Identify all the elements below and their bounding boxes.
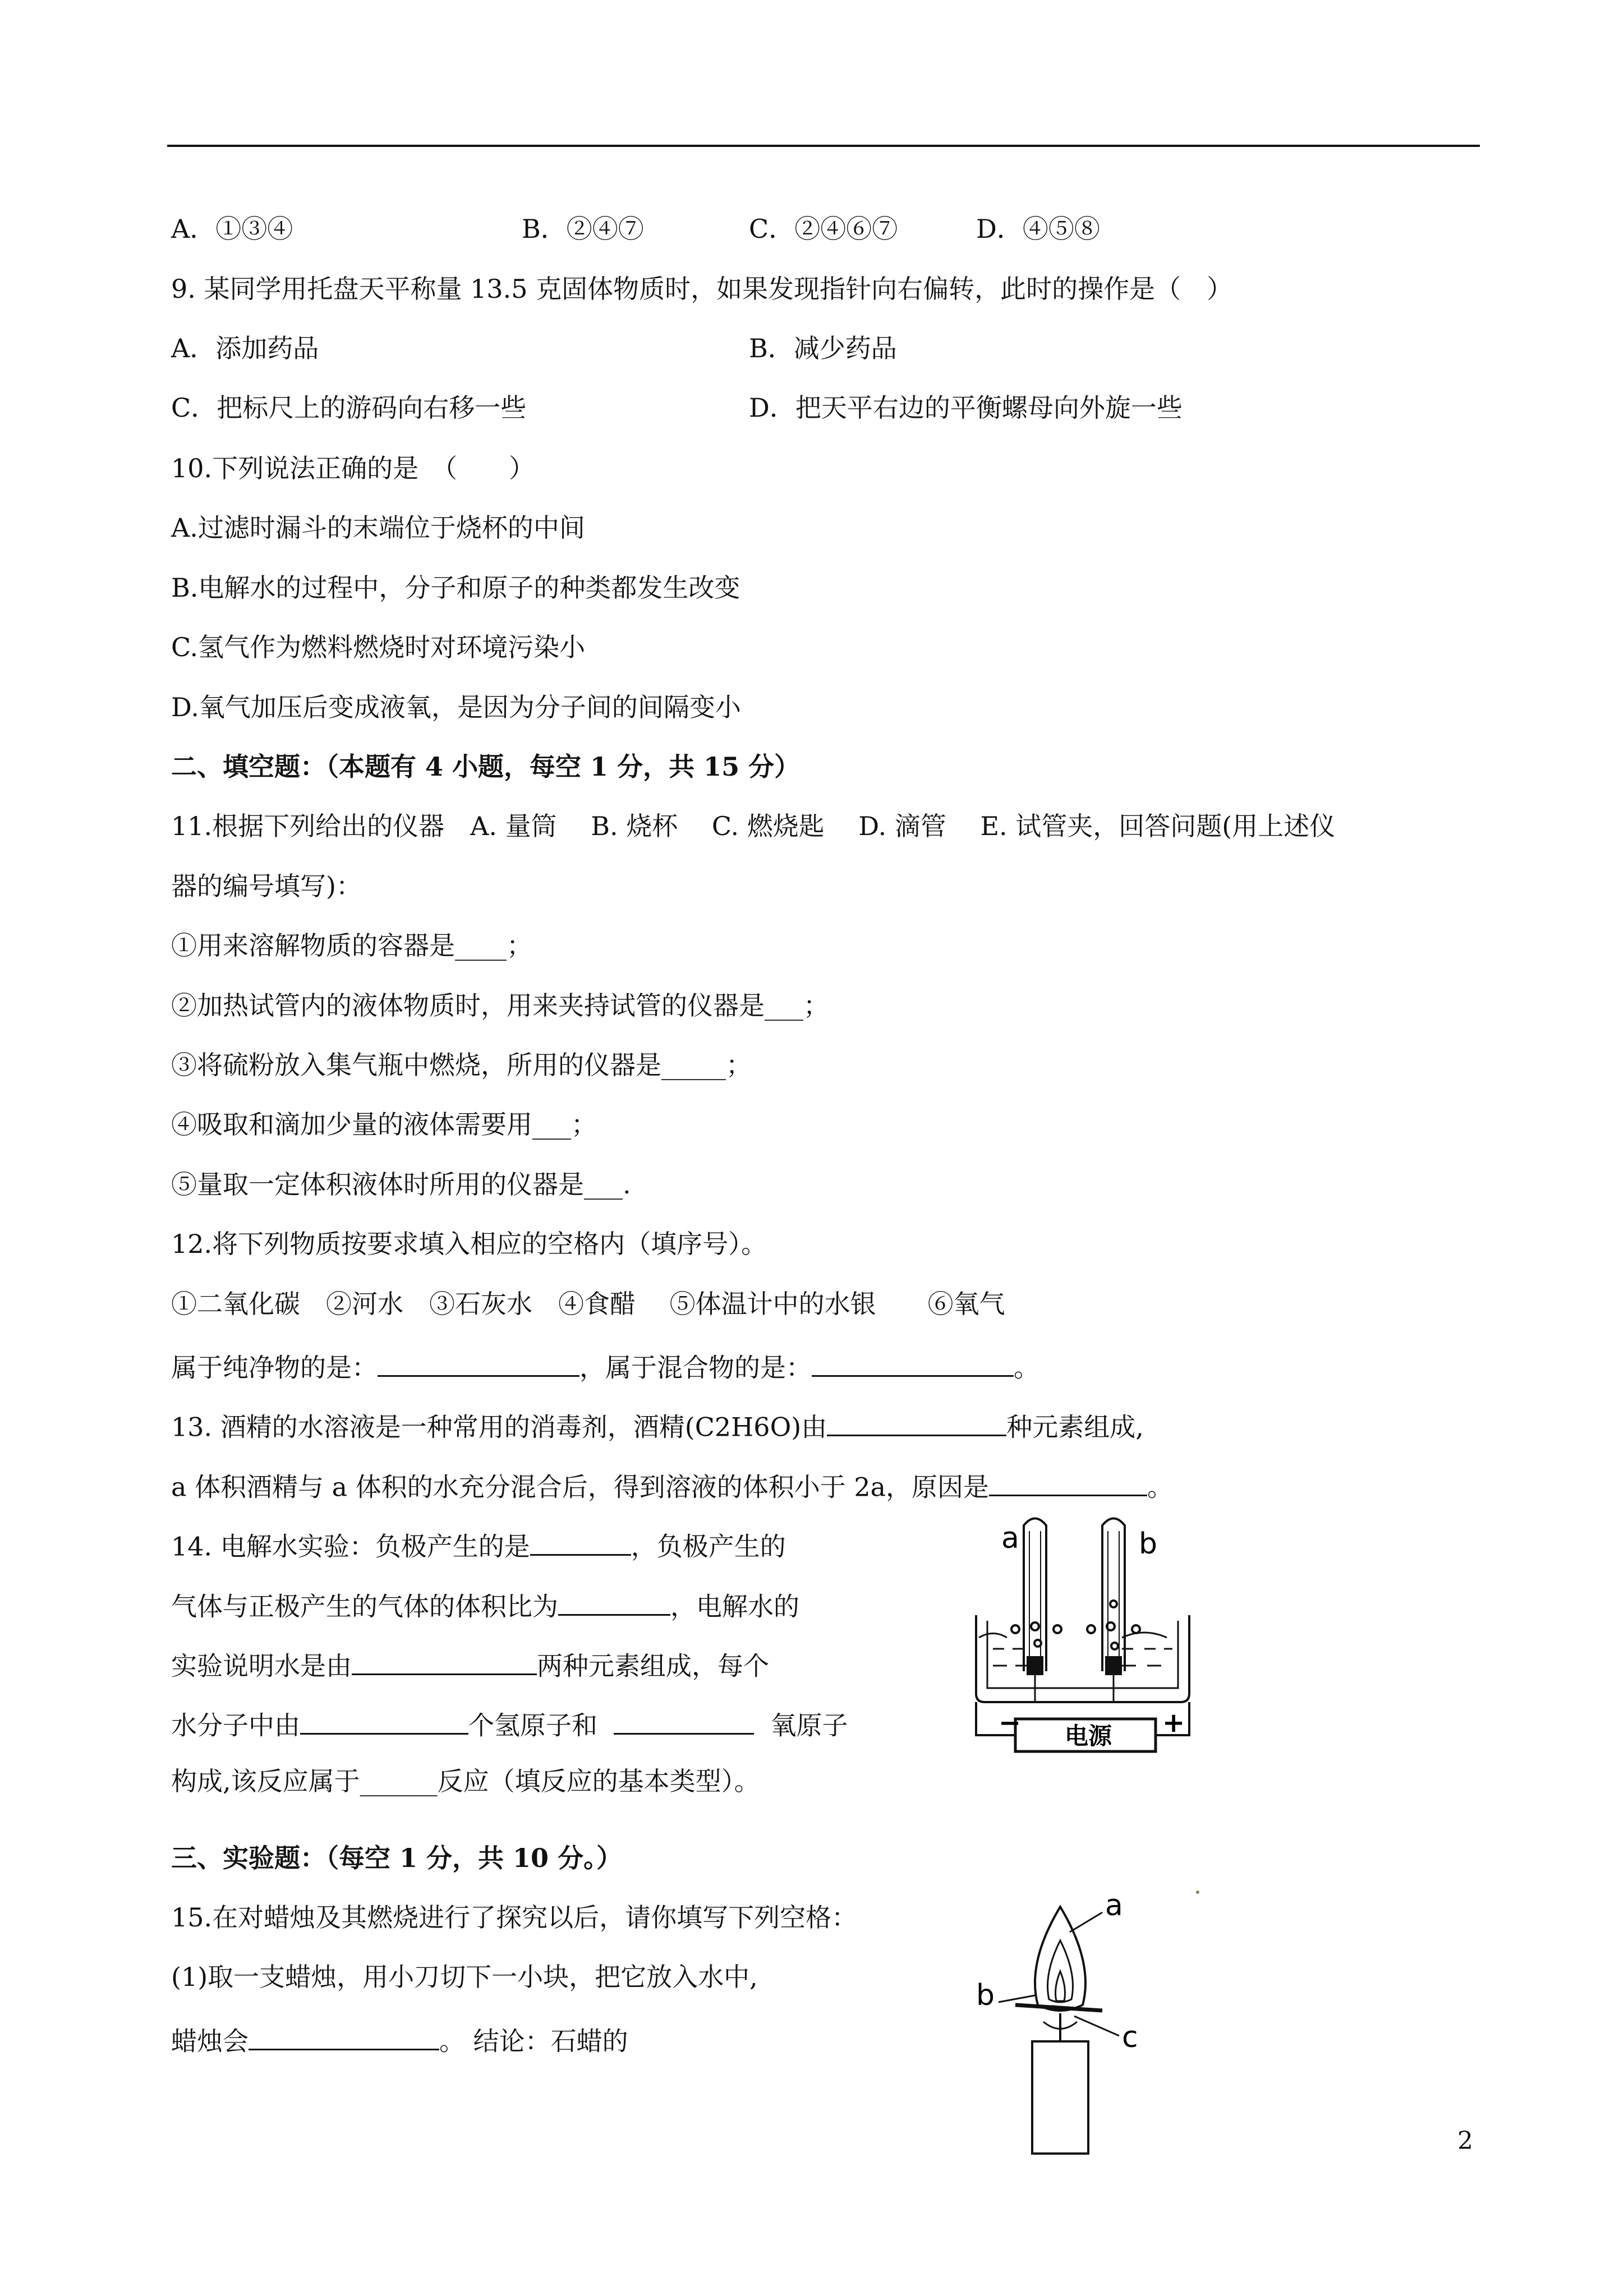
- q13-line2: [171, 1470, 1173, 1500]
- q14-line1: [171, 1529, 786, 1560]
- q12-items: ①二氧化碳 ②河水 ③石灰水 ④食醋 ⑤体温计中的水银 ⑥氧气: [171, 1289, 1005, 1319]
- q14-line4-mid: 个氢原子和: [468, 1710, 597, 1741]
- q14-line3-end: 两种元素组成，每个: [537, 1650, 769, 1681]
- q15-line2-end: 。 结论：石蜡的: [439, 2026, 628, 2057]
- q14-negative-gas-blank[interactable]: [530, 1529, 631, 1556]
- q15-candle-blank[interactable]: [249, 2024, 439, 2050]
- q11-sub-3: ③将硫粉放入集气瓶中燃烧，所用的仪器是_____；: [171, 1050, 752, 1080]
- q11-sub-2: ②加热试管内的液体物质时，用来夹持试管的仪器是___；: [171, 990, 829, 1021]
- q9-stem: 9. 某同学用托盘天平称量 13.5 克固体物质时，如果发现指针向右偏转，此时的操作是（ ）: [171, 274, 1233, 304]
- section-2-heading: 二、填空题：（本题有 4 小题，每空 1 分，共 15 分）: [171, 751, 801, 782]
- q9-option-c: C．把标尺上的游码向右移一些: [171, 393, 527, 423]
- fig-label-c: c: [1122, 2021, 1138, 2054]
- q12-pure-blank[interactable]: [378, 1350, 579, 1377]
- q8-option-a: A．①③④: [171, 214, 293, 244]
- q12-answer-line: [171, 1350, 1039, 1381]
- q11-stem-line1: 11.根据下列给出的仪器 A. 量筒 B. 烧杯 C. 燃烧匙 D. 滴管 E. 试管夹，回答问题(用上述仪: [171, 811, 1336, 841]
- q14-elements-blank[interactable]: [352, 1649, 537, 1675]
- q14-volume-ratio-blank[interactable]: [558, 1589, 670, 1616]
- page-number: 2: [1457, 2127, 1473, 2155]
- q14-oxygen-count-blank[interactable]: [614, 1708, 754, 1735]
- q10-option-a: A.过滤时漏斗的末端位于烧杯的中间: [171, 513, 585, 543]
- q13-element-blank[interactable]: [827, 1410, 1006, 1436]
- q13-line2-end: 。: [1147, 1472, 1174, 1502]
- q14-line3-text: 实验说明水是由: [171, 1650, 352, 1681]
- q12-end: 。: [1014, 1352, 1039, 1383]
- q8-option-c: C．②④⑥⑦: [749, 214, 898, 244]
- q14-line4: [171, 1708, 848, 1739]
- q8-option-b: B．②④⑦: [522, 214, 644, 244]
- section-3-heading: 三、实验题：（每空 1 分，共 10 分。）: [171, 1843, 623, 1873]
- q9-option-a: A．添加药品: [171, 333, 319, 363]
- q8-option-d: D．④⑤⑧: [976, 214, 1100, 244]
- q14-line5: 构成,该反应属于______反应（填反应的基本类型）。: [171, 1766, 760, 1796]
- speck: [1196, 1891, 1199, 1894]
- q11-sub-5: ⑤量取一定体积液体时所用的仪器是___.: [171, 1169, 631, 1200]
- q14-line3: [171, 1649, 769, 1679]
- q10-option-d: D.氧气加压后变成液氧，是因为分子间的间隔变小: [171, 692, 741, 722]
- q14-line1-text: 14. 电解水实验：负极产生的是: [171, 1531, 530, 1562]
- q12-mix-blank[interactable]: [812, 1350, 1014, 1377]
- q14-hydrogen-count-blank[interactable]: [300, 1708, 468, 1735]
- left-tube: [1024, 1519, 1046, 1672]
- q10-option-b: B.电解水的过程中，分子和原子的种类都发生改变: [171, 573, 740, 603]
- q15-line2-text: 蜡烛会: [171, 2026, 249, 2057]
- q14-line2-text: 气体与正极产生的气体的体积比为: [171, 1591, 558, 1622]
- fig-label-a: a: [1001, 1522, 1019, 1555]
- fig-label-b: b: [976, 1979, 995, 2012]
- fig-label-a: a: [1105, 1889, 1123, 1922]
- q14-line2-end: ，电解水的: [670, 1591, 799, 1622]
- q12-pure-label: 属于纯净物的是：: [171, 1352, 378, 1383]
- q13-line1-end: 种元素组成,: [1006, 1412, 1144, 1442]
- q13-line1: [171, 1410, 1144, 1440]
- q11-stem-line2: 器的编号填写)：: [171, 871, 362, 901]
- q15-stem: 15.在对蜡烛及其燃烧进行了探究以后，请你填写下列空格：: [171, 1902, 858, 1933]
- q12-mix-label: ，属于混合物的是：: [579, 1352, 812, 1383]
- power-minus: −: [999, 1707, 1022, 1739]
- q13-line1-text: 13. 酒精的水溶液是一种常用的消毒剂，酒精(C2H6O)由: [171, 1412, 827, 1442]
- q13-reason-blank[interactable]: [989, 1470, 1147, 1496]
- candle-flame-figure: [954, 1873, 1212, 2165]
- q15-line1: (1)取一支蜡烛，用小刀切下一小块，把它放入水中,: [171, 1962, 758, 1992]
- trough-outline: [976, 1615, 1189, 1702]
- candle-body: [1032, 2041, 1088, 2154]
- q11-sub-4: ④吸取和滴加少量的液体需要用___；: [171, 1109, 597, 1140]
- q14-line2: [171, 1589, 799, 1620]
- q14-line4-end: 氧原子: [770, 1710, 848, 1741]
- q14-line4-text: 水分子中由: [171, 1710, 300, 1741]
- q14-line1-end: ，负极产生的: [631, 1531, 786, 1562]
- power-label: 电源: [1065, 1722, 1112, 1750]
- q9-option-b: B．减少药品: [749, 333, 897, 363]
- power-plus: +: [1162, 1707, 1185, 1739]
- q13-line2-text: a 体积酒精与 a 体积的水充分混合后，得到溶液的体积小于 2a，原因是: [171, 1472, 990, 1502]
- outer-flame: [1035, 1907, 1085, 2011]
- q10-option-c: C.氢气作为燃料燃烧时对环境污染小: [171, 632, 586, 662]
- header-rule: [167, 145, 1480, 147]
- fig-label-b: b: [1139, 1527, 1158, 1561]
- q9-option-d: D．把天平右边的平衡螺母向外旋一些: [749, 393, 1183, 423]
- q15-line2: [171, 2024, 628, 2057]
- q11-sub-1: ①用来溶解物质的容器是____；: [171, 930, 532, 961]
- q12-stem: 12.将下列物质按要求填入相应的空格内（填序号）。: [171, 1229, 767, 1259]
- q10-stem: 10.下列说法正确的是 （ ）: [171, 453, 535, 483]
- electrolysis-figure: [954, 1509, 1212, 1755]
